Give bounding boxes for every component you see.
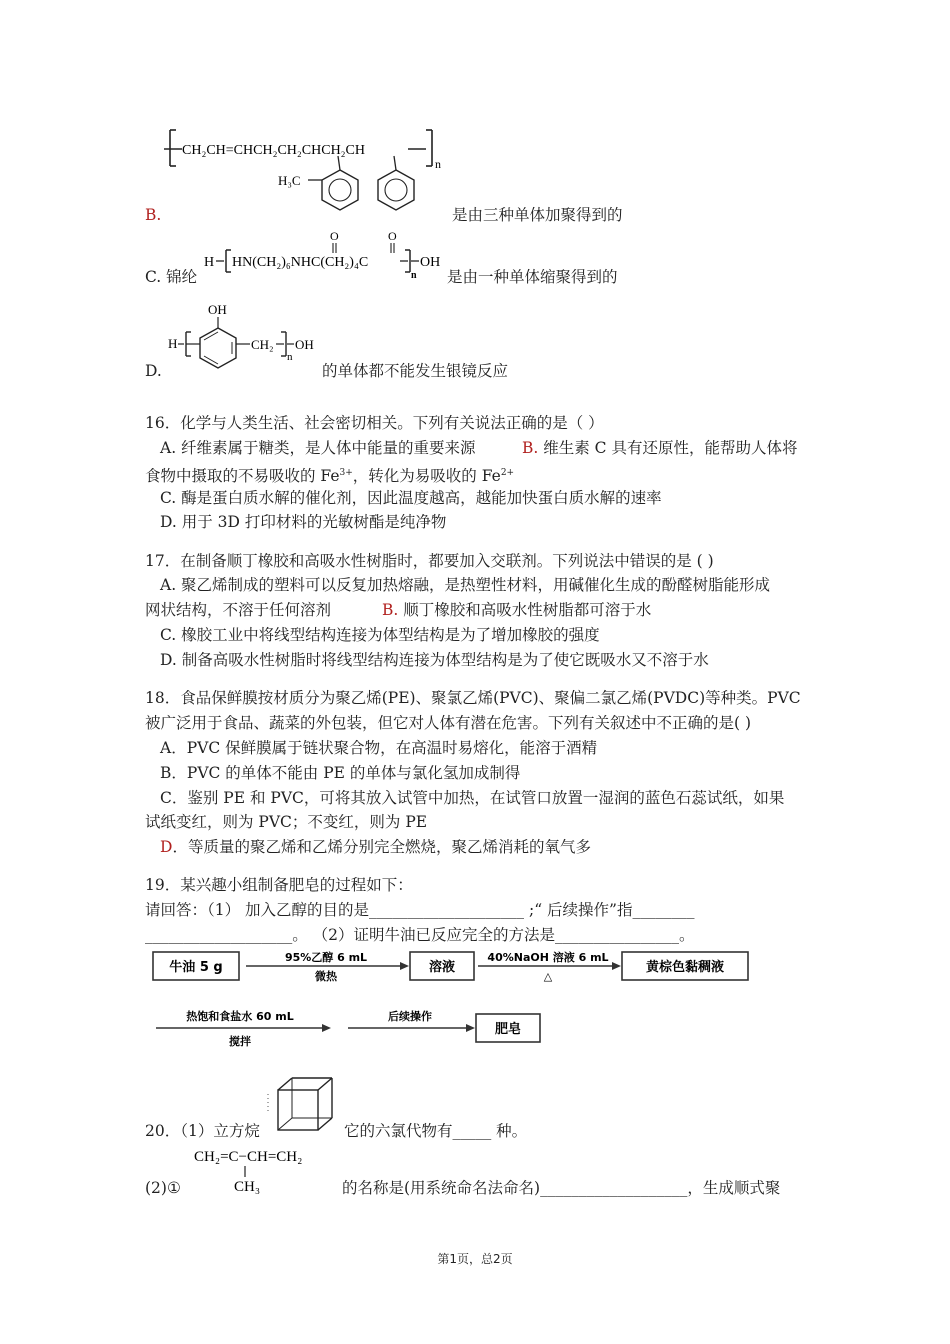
flow-box-solution-label: 溶液 — [428, 960, 456, 975]
q16-fe3-charge: 3+ — [339, 468, 353, 478]
q20-part2-label: (2)① — [145, 1179, 181, 1197]
q16-fe2-charge: 2+ — [500, 468, 515, 478]
flowchart-drawing — [150, 948, 750, 1048]
q16-stem: 16．化学与人类生活、社会密切相关。下列有关说法正确的是（ ） — [145, 414, 604, 432]
q17-option-c: C. 橡胶工业中将线型结构连接为体型结构是为了增加橡胶的强度 — [160, 626, 600, 644]
q15-option-b-label: B. — [145, 206, 162, 224]
flow-arrow3-bottom: 搅拌 — [229, 1035, 251, 1048]
q20-part1-suffix: 它的六氯代物有_____ 种。 — [344, 1122, 528, 1140]
q17-option-a: A. 聚乙烯制成的塑料可以反复加热熔融，是热塑性材料，用碱催化生成的酚醛树脂能形成 — [160, 576, 771, 594]
q16-option-b — [522, 437, 797, 459]
q20-part2-text: 的名称是(用系统命名法命名)___________________，生成顺式聚 — [342, 1179, 781, 1197]
resin-h: H — [168, 336, 178, 351]
q18-stem-line-2: 被广泛用于食品、蔬菜的外包装，但它对人体有潜在危害。下列有关叙述中不正确的是( ) — [145, 714, 752, 732]
q18-option-d-text: ．等质量的聚乙烯和乙烯分别完全燃烧，聚乙烯消耗的氧气多 — [172, 838, 591, 856]
q15-option-d-text: 的单体都不能发生银镜反应 — [322, 362, 509, 380]
q16-option-a: A. 纤维素属于糖类，是人体中能量的重要来源 — [160, 439, 476, 457]
q18-option-b: B．PVC 的单体不能由 PE 的单体与氯化氢加成制得 — [160, 764, 521, 782]
q16-fe-text-1: 食物中摄取的不易吸收的 Fe — [145, 467, 340, 486]
isoprene-main-chain: CH₂=C−CH=CH₂ — [194, 1149, 303, 1165]
q17-option-a-continued: 网状结构，不溶于任何溶剂 — [145, 601, 332, 619]
q15-option-c-label: C. 锦纶 — [145, 268, 198, 286]
q18-option-c-continued: 试纸变红，则为 PVC；不变红，则为 PE — [145, 813, 428, 831]
resin-oh-end: OH — [295, 337, 314, 352]
polymer-b-n: n — [435, 157, 441, 171]
isoprene-methyl: CH₃ — [234, 1179, 261, 1195]
nylon-n: n — [411, 270, 417, 281]
resin-oh-top: OH — [208, 302, 227, 317]
polymer-b-structure — [160, 122, 450, 218]
q19-ask-line-2: ___________________。 （2）证明牛油已反应完全的方法是________________。 — [145, 926, 695, 944]
q15-option-d-label: D. — [145, 362, 162, 380]
nylon-oh: OH — [420, 255, 441, 270]
q18-option-c: C．鉴别 PE 和 PVC，可将其放入试管中加热，在试管口放置一湿润的蓝色石蕊试纸，如果 — [160, 789, 785, 807]
q18-option-d — [160, 836, 591, 858]
q16-option-b-continued — [145, 462, 514, 487]
q17-option-b-label: B. — [382, 601, 399, 619]
nylon-chain: HN(CH₂)₆NHC(CH₂)₄C — [232, 255, 369, 270]
q16-fe-text-2: ，转化为易吸收的 Fe — [352, 467, 501, 486]
q16-option-d: D. 用于 3D 打印材料的光敏树酯是纯净物 — [160, 513, 447, 531]
q16-option-c: C. 酶是蛋白质水解的催化剂，因此温度越高，越能加快蛋白质水解的速率 — [160, 489, 662, 507]
flow-box-tallow-label: 牛油 5 g — [169, 960, 223, 975]
resin-ch2: CH₂ — [251, 337, 274, 352]
q20-part1-prefix: 20．（1）立方烷 — [145, 1122, 260, 1140]
q17-option-d: D. 制备高吸水性树脂时将线型结构连接为体型结构是为了使它既吸水又不溶于水 — [160, 651, 709, 669]
q15-option-c-text: 是由一种单体缩聚得到的 — [447, 268, 618, 286]
flow-arrow1-top: 95%乙醇 6 mL — [284, 951, 368, 964]
flow-arrow2-top: 40%NaOH 溶液 6 mL — [487, 951, 609, 964]
benzene-ring-right — [378, 170, 414, 210]
phenolic-resin-structure — [166, 300, 326, 380]
q16-option-b-text: 维生素 C 具有还原性，能帮助人体将 — [538, 439, 798, 457]
soap-process-flowchart — [150, 948, 750, 1048]
q18-option-a: A．PVC 保鲜膜属于链状聚合物，在高温时易熔化，能溶于酒精 — [160, 739, 598, 757]
flow-arrow4-top: 后续操作 — [388, 1010, 432, 1023]
q18-option-d-label: D — [160, 838, 173, 856]
polymer-b-chain: CH₂CH=CHCH₂CH₂CHCH₂CH — [182, 143, 366, 158]
nylon-drawing — [202, 226, 447, 286]
nylon-structure — [202, 226, 447, 286]
phenolic-resin-drawing — [166, 300, 326, 380]
polymer-b-drawing — [160, 122, 450, 218]
q15-option-b-text: 是由三种单体加聚得到的 — [452, 206, 623, 224]
q17-option-b-text: 顺丁橡胶和高吸水性树脂都可溶于水 — [398, 601, 652, 619]
q18-stem-line-1: 18．食品保鲜膜按材质分为聚乙烯(PE)、聚氯乙烯(PVC)、聚偏二氯乙烯(PVDC)等种类。PVC — [145, 689, 801, 707]
q19-ask-line-1: 请回答：（1） 加入乙醇的目的是____________________ ;“ 后续操作”指________ — [145, 901, 695, 919]
page-footer: 第1页，总2页 — [437, 1252, 513, 1266]
flow-box-soap-label: 肥皂 — [494, 1022, 522, 1037]
flow-box-viscous-liquid-label: 黄棕色黏稠液 — [645, 960, 725, 975]
flow-arrow1-bottom: 微热 — [315, 970, 337, 983]
q16-option-b-label: B. — [522, 439, 539, 457]
q17-option-b — [382, 599, 651, 621]
benzene-ring-left — [322, 170, 358, 210]
q19-stem: 19．某兴趣小组制备肥皂的过程如下： — [145, 876, 413, 894]
nylon-h: H — [204, 255, 215, 270]
resin-n: n — [287, 351, 293, 363]
isoprene-structure — [194, 1145, 344, 1195]
nylon-oxygen-2: O — [388, 229, 397, 243]
q17-stem: 17．在制备顺丁橡胶和高吸水性树脂时，都要加入交联剂。下列说法中错误的是 ( ) — [145, 552, 714, 570]
isoprene-drawing — [194, 1145, 344, 1195]
flow-arrow2-bottom: △ — [543, 970, 553, 983]
flow-arrow3-top: 热饱和食盐水 60 mL — [186, 1010, 294, 1023]
nylon-oxygen-1: O — [330, 229, 339, 243]
cubane-structure — [266, 1072, 336, 1142]
cubane-cube-icon — [266, 1072, 336, 1142]
polymer-b-methyl: H₃C — [278, 173, 301, 188]
